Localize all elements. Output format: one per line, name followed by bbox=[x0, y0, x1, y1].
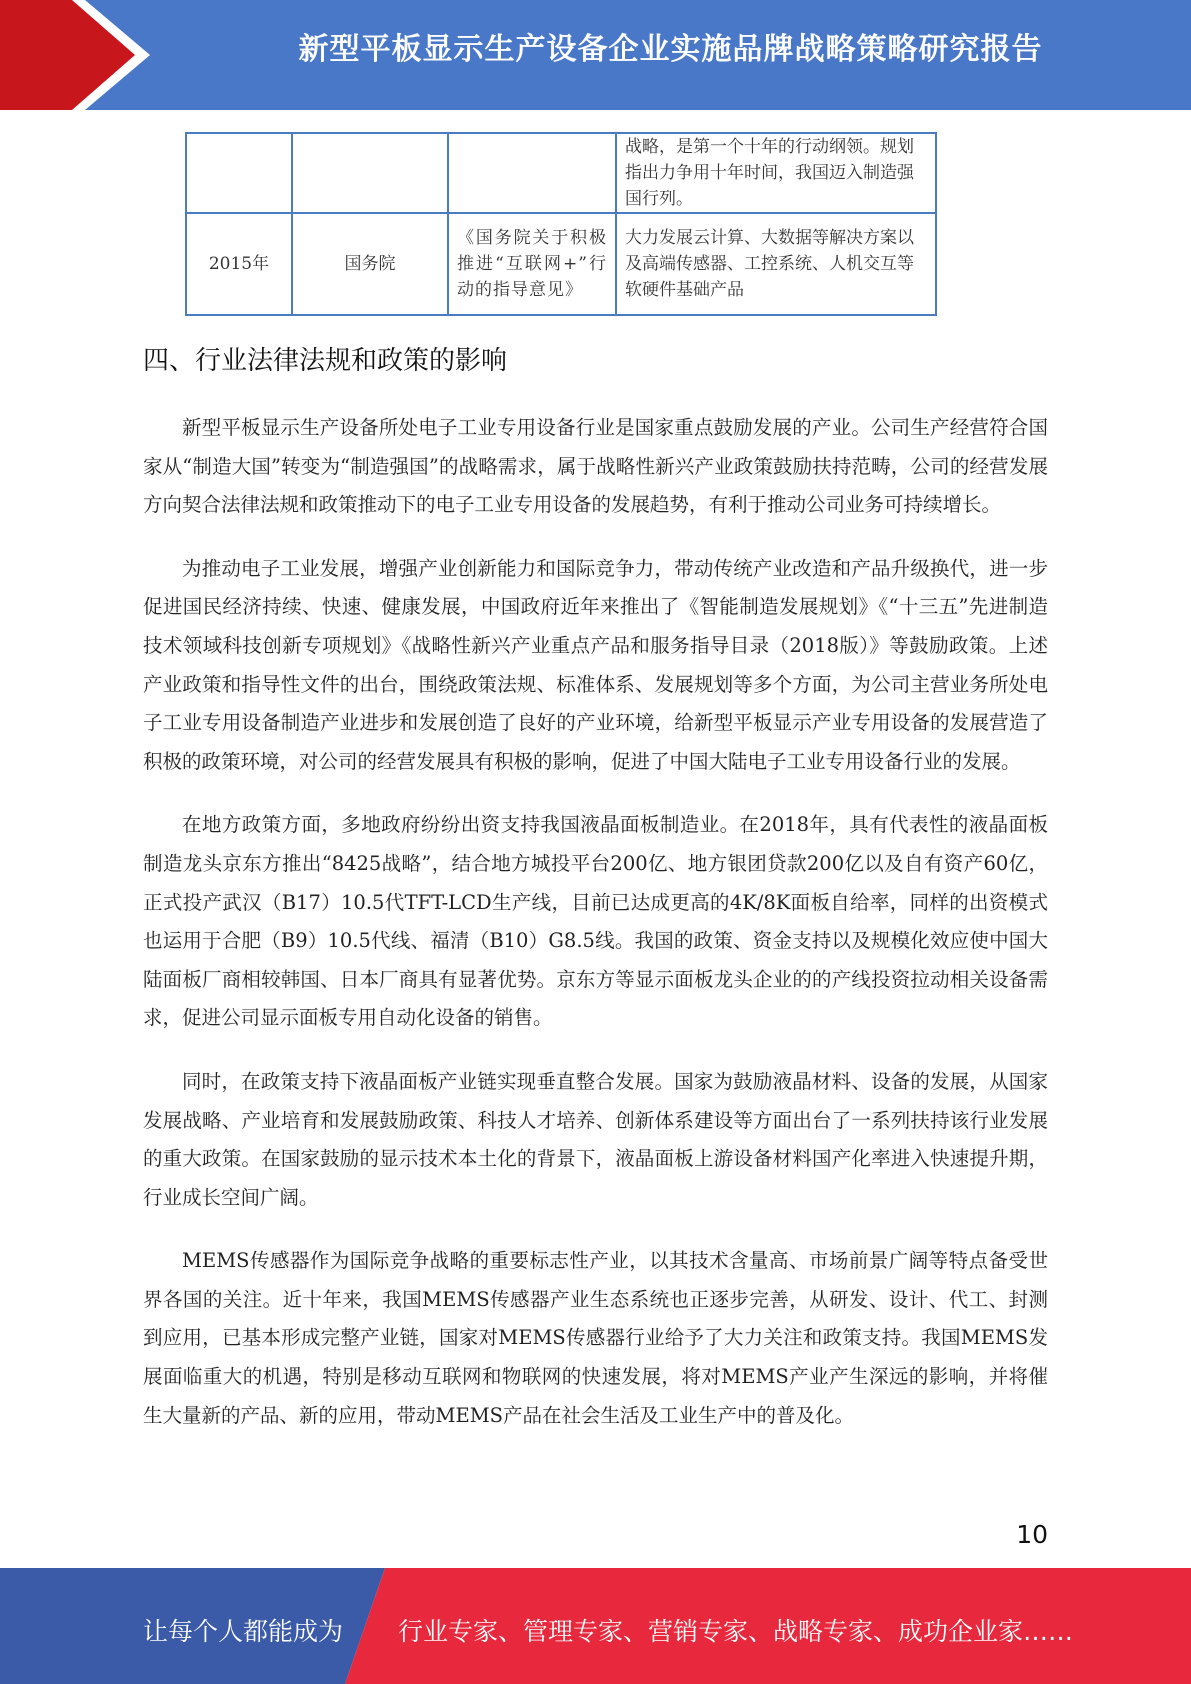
footer-slogan-left: 让每个人都能成为 bbox=[143, 1617, 344, 1646]
body-text bbox=[143, 409, 1048, 1460]
cell-year: 2015年 bbox=[186, 213, 292, 315]
report-title: 新型平板显示生产设备企业实施品牌战略策略研究报告 bbox=[298, 32, 1043, 67]
policy-table bbox=[185, 132, 937, 316]
page-number: 10 bbox=[1016, 1520, 1048, 1549]
cell-year bbox=[186, 133, 292, 213]
page-header bbox=[0, 0, 1191, 110]
cell-content: 战略，是第一个十年的行动纲领。规划指出力争用十年时间，我国迈入制造强国行列。 bbox=[616, 133, 936, 213]
cell-doc bbox=[448, 133, 616, 213]
paragraph: 为推动电子工业发展，增强产业创新能力和国际竞争力，带动传统产业改造和产品升级换代，进一步促进国民经济持续、快速、健康发展，中国政府近年来推出了《智能制造发展规划》《“十三五”先进制造技术领域科技创新专项规划》《战略性新兴产业重点产品和服务指导目录（2018版）》等鼓励政策。上述产业政策和指导性文件的出台，围绕政策法规、标准体系、发展规划等多个方面，为公司主营业务所处电子工业专用设备制造产业进步和发展创造了良好的产业环境，给新型平板显示产业专用设备的发展营造了积极的政策环境，对公司的经营发展具有积极的影响，促进了中国大陆电子工业专用设备行业的发展。 bbox=[143, 556, 1048, 773]
cell-org: 国务院 bbox=[292, 213, 448, 315]
paragraph: 新型平板显示生产设备所处电子工业专用设备行业是国家重点鼓励发展的产业。公司生产经营符合国家从“制造大国”转变为“制造强国”的战略需求，属于战略性新兴产业政策鼓励扶持范畴，公司的经营发展方向契合法律法规和政策推动下的电子工业专用设备的发展趋势，有利于推动公司业务可持续增长。 bbox=[143, 416, 1048, 517]
chevron-arrow-icon bbox=[0, 0, 160, 110]
table-row bbox=[186, 213, 936, 315]
cell-content: 大力发展云计算、大数据等解决方案以及高端传感器、工控系统、人机交互等软硬件基础产品 bbox=[616, 213, 936, 315]
table-row bbox=[186, 133, 936, 213]
footer-slogan-right: 行业专家、管理专家、营销专家、战略专家、成功企业家…… bbox=[398, 1617, 1074, 1646]
paragraph: MEMS传感器作为国际竞争战略的重要标志性产业，以其技术含量高、市场前景广阔等特点备受世界各国的关注。近十年来，我国MEMS传感器产业生态系统也正逐步完善，从研发、设计、代工、封测到应用，已基本形成完整产业链，国家对MEMS传感器行业给予了大力关注和政策支持。我国MEMS发展面临重大的机遇，特别是移动互联网和物联网的快速发展，将对MEMS产业产生深远的影响，并将催生大量新的产品、新的应用，带动MEMS产品在社会生活及工业生产中的普及化。 bbox=[143, 1249, 1048, 1427]
cell-org bbox=[292, 133, 448, 213]
section-heading: 四、行业法律法规和政策的影响 bbox=[143, 346, 508, 376]
paragraph: 在地方政策方面，多地政府纷纷出资支持我国液晶面板制造业。在2018年，具有代表性的液晶面板制造龙头京东方推出“8425战略”，结合地方城投平台200亿、地方银团贷款200亿以及自有资产60亿，正式投产武汉（B17）10.5代TFT-LCD生产线，目前已达成更高的4K/8K面板自给率，同样的出资模式也运用于合肥（B9）10.5代线、福清（B10）G8.5线。我国的政策、资金支持以及规模化效应使中国大陆面板厂商相较韩国、日本厂商具有显著优势。京东方等显示面板龙头企业的的产线投资拉动相关设备需求，促进公司显示面板专用自动化设备的销售。 bbox=[143, 813, 1048, 1030]
paragraph: 同时，在政策支持下液晶面板产业链实现垂直整合发展。国家为鼓励液晶材料、设备的发展，从国家发展战略、产业培育和发展鼓励政策、科技人才培养、创新体系建设等方面出台了一系列扶持该行业发展的重大政策。在国家鼓励的显示技术本土化的背景下，液晶面板上游设备材料国产化率进入快速提升期，行业成长空间广阔。 bbox=[143, 1069, 1048, 1209]
cell-doc: 《国务院关于积极推进“互联网+”行动的指导意见》 bbox=[448, 213, 616, 315]
